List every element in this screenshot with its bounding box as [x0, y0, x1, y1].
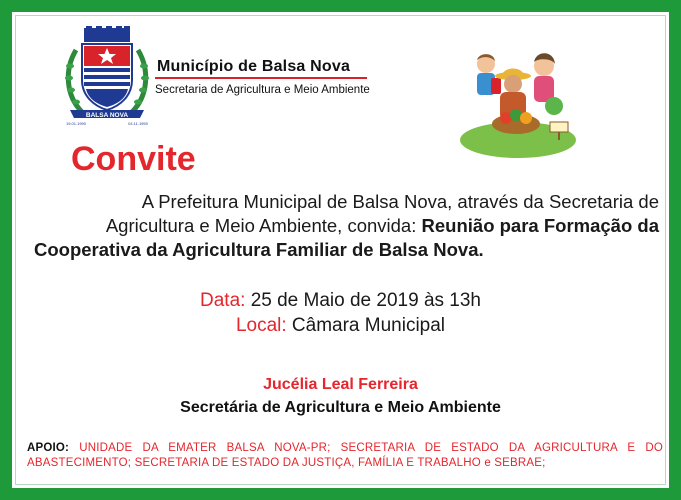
municipality-title: Município de Balsa Nova: [157, 58, 351, 75]
place-value: Câmara Municipal: [286, 315, 446, 336]
invitation-body: [34, 190, 659, 262]
date-value: 25 de Maio de 2019 às 13h: [245, 290, 481, 311]
family-farming-illustration: [458, 40, 578, 160]
date-label: Data:: [200, 290, 246, 311]
signatory-role: Secretária de Agricultura e Meio Ambiente: [180, 399, 501, 416]
municipal-crest-icon: [62, 26, 152, 128]
title-underline: [155, 77, 367, 79]
invitation-heading: Convite: [71, 140, 196, 178]
signatory-name: Jucélia Leal Ferreira: [263, 376, 418, 393]
place-line: [0, 315, 681, 337]
body-line-1: A Prefeitura Municipal de Balsa Nova, através da Secretaria de: [141, 191, 659, 212]
support-footer: [27, 441, 663, 471]
crest-banner-text: BALSA NOVA: [85, 112, 129, 119]
crest-date-left: 19.01.1990: [65, 121, 87, 126]
body-line-2-normal: Agricultura e Meio Ambiente, convida:: [105, 215, 422, 236]
place-label: Local:: [235, 315, 287, 336]
body-line-2: [34, 214, 659, 238]
support-text: UNIDADE DA EMATER BALSA NOVA-PR; SECRETARIA DE ESTADO DA AGRICULTURA E DO ABASTECIMENTO; SECRETARIA DE ESTADO DA JUSTIÇA, FAMÍLIA E TRABALHO e SEBRAE;: [27, 442, 663, 469]
meeting-title-part-1: Reunião para Formação da: [421, 215, 659, 236]
crest-date-right: 04.11.1959: [128, 121, 148, 126]
date-line: [0, 290, 681, 312]
support-label: APOIO:: [27, 442, 70, 454]
meeting-title-part-2: Cooperativa da Agricultura Familiar de Balsa Nova.: [34, 239, 484, 260]
department-subtitle: Secretaria de Agricultura e Meio Ambiente: [155, 84, 370, 96]
